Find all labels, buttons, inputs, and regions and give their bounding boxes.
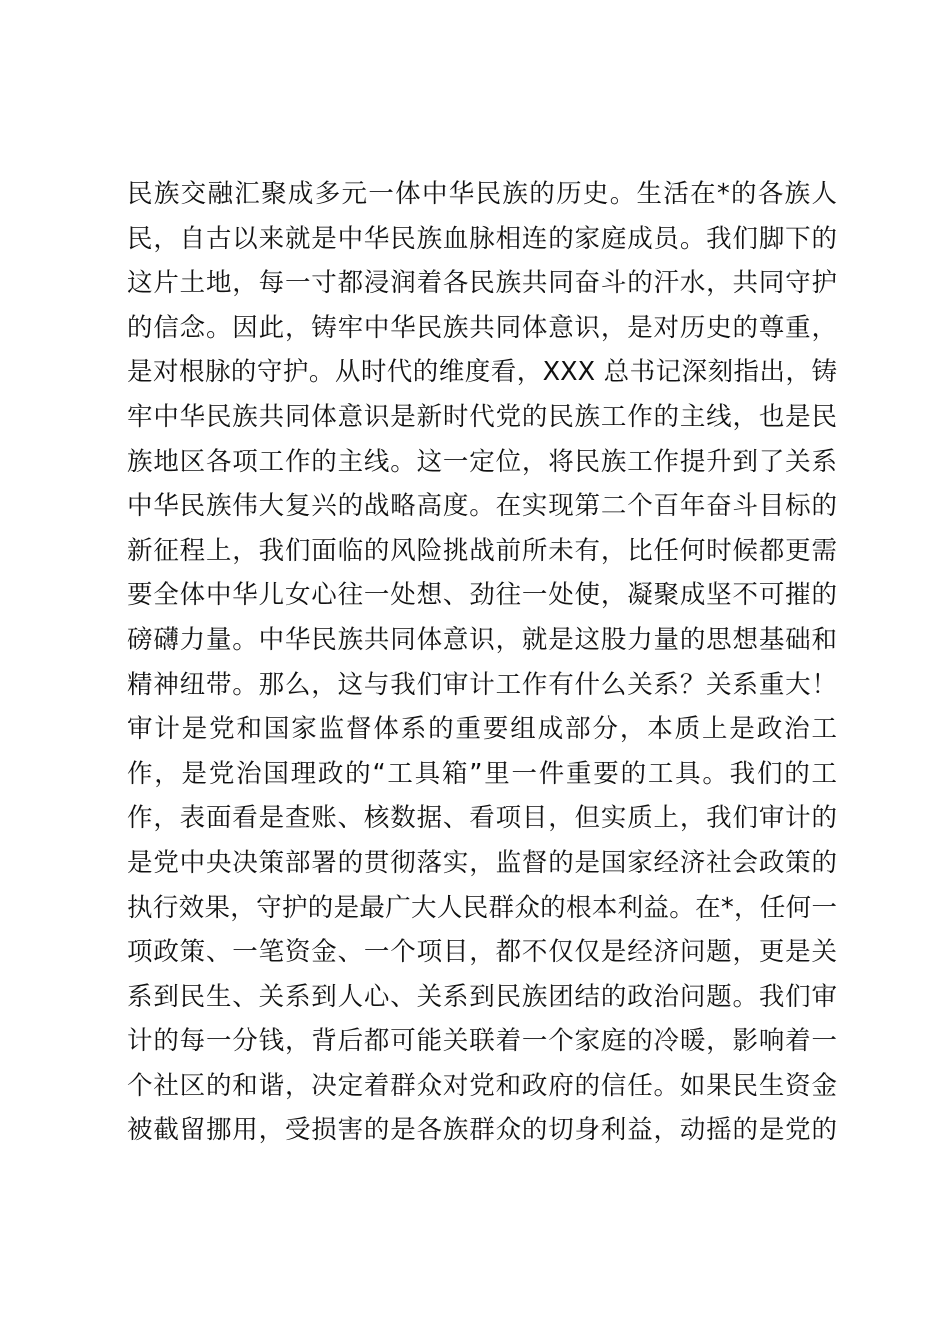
text-line: 系到民生、关系到人心、关系到民族团结的政治问题。我们审 bbox=[127, 981, 837, 1012]
text-line: 作，表面看是查账、核数据、看项目，但实质上，我们审计的 bbox=[127, 803, 837, 834]
text-line: 中华民族伟大复兴的战略高度。在实现第二个百年奋斗目标的 bbox=[127, 491, 837, 522]
body-text bbox=[127, 172, 837, 1153]
text-line: 是党中央决策部署的贯彻落实，监督的是国家经济社会政策的 bbox=[127, 847, 837, 878]
text-line: 审计是党和国家监督体系的重要组成部分，本质上是政治工 bbox=[127, 714, 837, 745]
text-line: 被截留挪用，受损害的是各族群众的切身利益，动摇的是党的 bbox=[127, 1115, 837, 1146]
text-line: 精神纽带。那么，这与我们审计工作有什么关系？关系重大！ bbox=[127, 669, 837, 700]
text-line: 新征程上，我们面临的风险挑战前所未有，比任何时候都更需 bbox=[127, 535, 837, 566]
text-line: 牢中华民族共同体意识是新时代党的民族工作的主线，也是民 bbox=[127, 401, 837, 432]
text-line: 这片土地，每一寸都浸润着各民族共同奋斗的汗水，共同守护 bbox=[127, 268, 837, 299]
text-line: 项政策、一笔资金、一个项目，都不仅仅是经济问题，更是关 bbox=[127, 937, 837, 968]
text-line: 民，自古以来就是中华民族血脉相连的家庭成员。我们脚下的 bbox=[127, 223, 837, 254]
text-line: 个社区的和谐，决定着群众对党和政府的信任。如果民生资金 bbox=[127, 1070, 837, 1101]
text-line: 民族交融汇聚成多元一体中华民族的历史。生活在*的各族人 bbox=[127, 179, 837, 209]
text-line: 作，是党治国理政的“工具箱”里一件重要的工具。我们的工 bbox=[127, 758, 837, 789]
text-line: 要全体中华儿女心往一处想、劲往一处使，凝聚成坚不可摧的 bbox=[127, 580, 837, 611]
text-line: 磅礴力量。中华民族共同体意识，就是这股力量的思想基础和 bbox=[127, 624, 837, 655]
text-line: 执行效果，守护的是最广大人民群众的根本利益。在*，任何一 bbox=[127, 892, 837, 923]
text-line: 族地区各项工作的主线。这一定位，将民族工作提升到了关系 bbox=[127, 446, 837, 477]
text-line: 是对根脉的守护。从时代的维度看，XXX 总书记深刻指出，铸 bbox=[127, 357, 837, 388]
text-line: 的信念。因此，铸牢中华民族共同体意识，是对历史的尊重， bbox=[127, 312, 837, 343]
text-line: 计的每一分钱，背后都可能关联着一个家庭的冷暖，影响着一 bbox=[127, 1026, 837, 1057]
